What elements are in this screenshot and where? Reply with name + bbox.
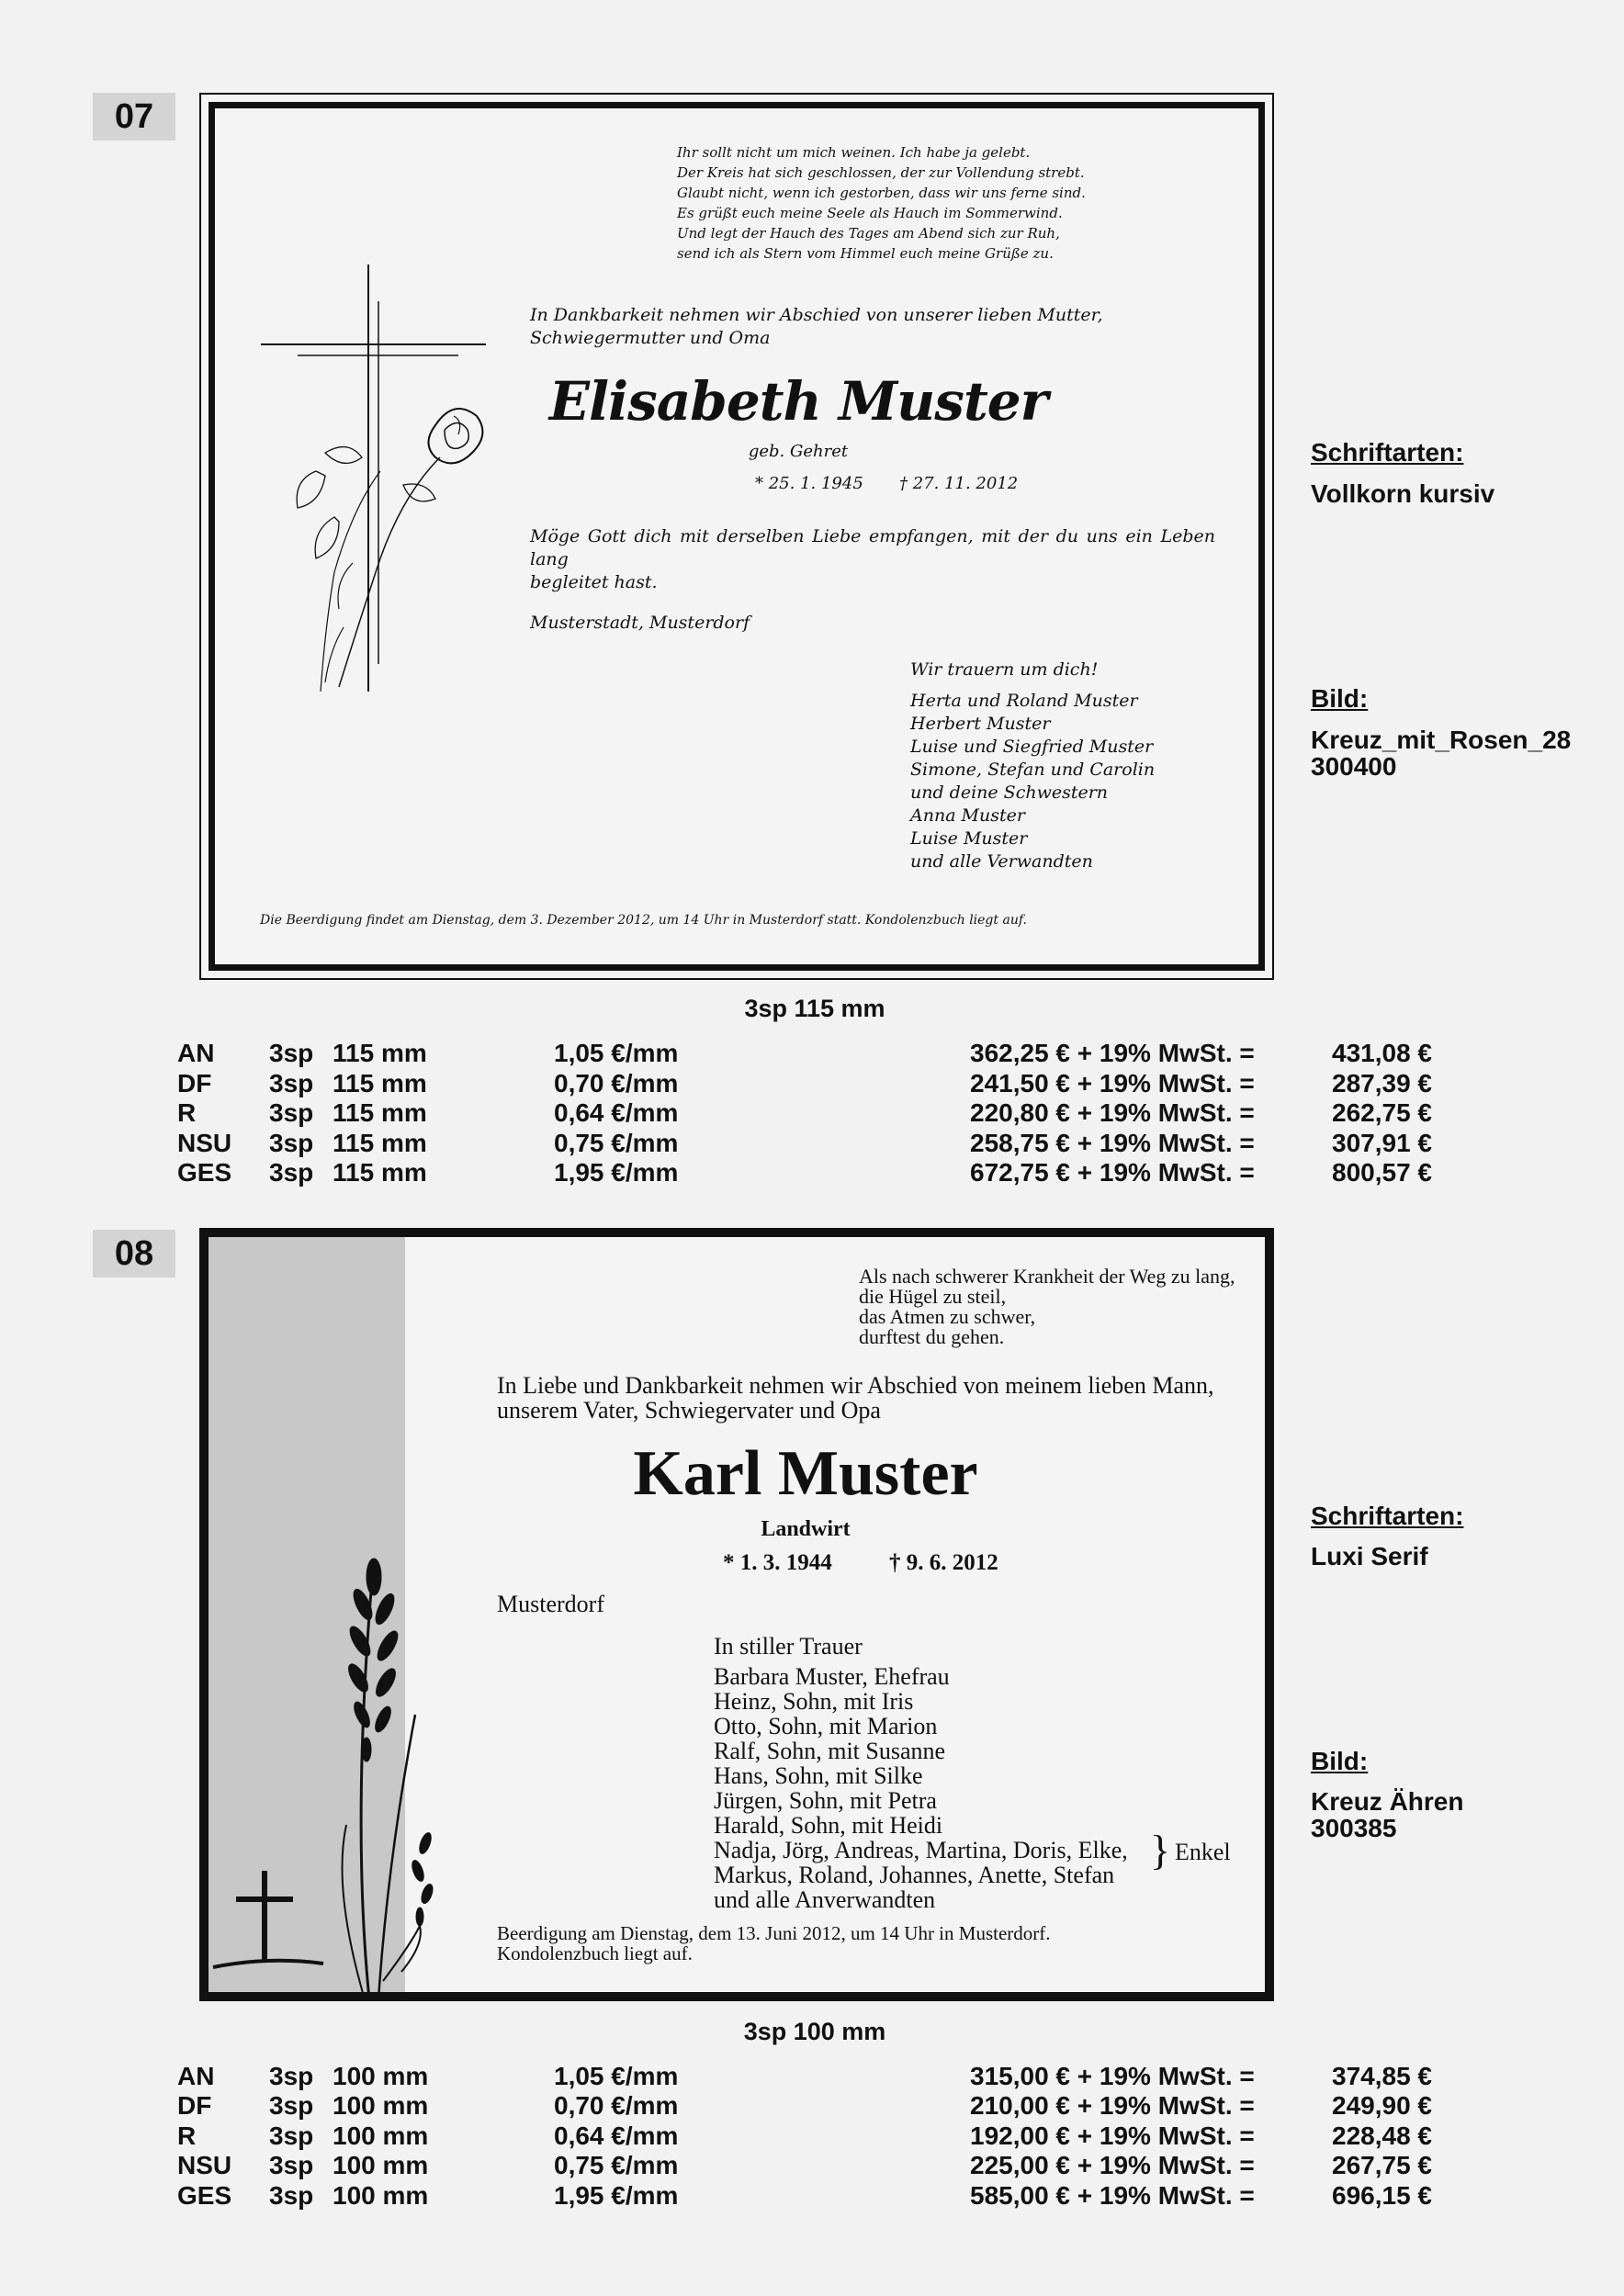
intro-line: unserem Vater, Schwiegervater und Opa: [497, 1397, 881, 1424]
rate: 0,70 €/mm: [554, 2091, 679, 2120]
columns: 3sp: [269, 1069, 314, 1097]
columns: 3sp: [269, 2062, 314, 2090]
ad-size-label: 3sp 115 mm: [744, 995, 885, 1022]
farewell-text: [530, 525, 1215, 594]
obituary-ad-08: [199, 1228, 1274, 2001]
columns: 3sp: [269, 1129, 314, 1157]
rate: 1,05 €/mm: [554, 1039, 679, 1067]
funeral-note: Die Beerdigung findet am Dienstag, dem 3. Dezember 2012, um 14 Uhr in Musterdorf statt. Kondolenzbuch liegt auf.: [260, 913, 1027, 928]
region-code: AN: [177, 2062, 215, 2090]
rate: 0,75 €/mm: [554, 2151, 679, 2179]
image-name: Kreuz Ähren: [1311, 1787, 1464, 1816]
columns: 3sp: [269, 2091, 314, 2120]
ad-size-label: 3sp 100 mm: [743, 2018, 886, 2045]
farewell-line: begleitet hast.: [530, 572, 658, 592]
gross-price: 696,15 €: [1332, 2181, 1432, 2210]
rate: 0,70 €/mm: [554, 1069, 679, 1097]
birth-name: geb. Gehret: [748, 442, 849, 461]
price-row: [0, 1039, 1624, 1068]
price-row: [0, 2122, 1624, 2151]
image-heading: Bild:: [1311, 684, 1369, 713]
columns: 3sp: [269, 2122, 314, 2150]
intro-text: [497, 1373, 1274, 1423]
fonts-value: Vollkorn kursiv: [1311, 479, 1495, 508]
obituary-ad-07: [199, 93, 1274, 980]
poem-line: die Hügel zu steil,: [859, 1285, 1007, 1308]
rate: 1,05 €/mm: [554, 2062, 679, 2090]
deceased-name: Elisabeth Muster: [548, 370, 1048, 433]
net-price: 241,50 € + 19% MwSt. =: [970, 1069, 1255, 1097]
net-price: 672,75 € + 19% MwSt. =: [970, 1158, 1255, 1187]
ad-number-08: 08: [93, 1230, 175, 1277]
columns: 3sp: [269, 2151, 314, 2179]
cross-with-grain-icon: [209, 1540, 447, 1999]
poem-line: Glaubt nicht, wenn ich gestorben, dass wir uns ferne sind.: [677, 185, 1086, 201]
mourner: Hans, Sohn, mit Silke: [714, 1762, 923, 1789]
height: 115 mm: [333, 1069, 427, 1097]
region-code: GES: [177, 1158, 232, 1187]
poem: [677, 142, 1155, 264]
mourner: Markus, Roland, Johannes, Anette, Stefan: [714, 1862, 1115, 1888]
mourner: Harald, Sohn, mit Heidi: [714, 1812, 943, 1839]
image-value: [1311, 1788, 1463, 1841]
height: 100 mm: [333, 2062, 429, 2090]
mourner: Nadja, Jörg, Andreas, Martina, Doris, Elke,: [714, 1837, 1128, 1863]
fonts-value: Luxi Serif: [1311, 1542, 1428, 1570]
funeral-note-line: Kondolenzbuch liegt auf.: [497, 1942, 693, 1964]
gross-price: 431,08 €: [1332, 1039, 1432, 1067]
region-code: AN: [177, 1039, 215, 1067]
image-value: [1311, 726, 1571, 780]
gross-price: 228,48 €: [1332, 2122, 1432, 2150]
grandchildren-label: Enkel: [1175, 1839, 1231, 1865]
net-price: 192,00 € + 19% MwSt. =: [970, 2122, 1255, 2150]
mourner: und deine Schwestern: [910, 782, 1109, 803]
gross-price: 287,39 €: [1332, 1069, 1432, 1097]
rate: 0,64 €/mm: [554, 2122, 679, 2150]
height: 115 mm: [333, 1158, 427, 1187]
intro-line: In Dankbarkeit nehmen wir Abschied von unserer lieben Mutter,: [530, 305, 1103, 325]
ad-number-07: 07: [93, 93, 175, 141]
region-code: NSU: [177, 1129, 232, 1157]
poem-line: das Atmen zu schwer,: [859, 1305, 1036, 1328]
height: 100 mm: [333, 2181, 429, 2210]
price-row: [0, 2151, 1624, 2180]
height: 115 mm: [333, 1039, 427, 1067]
gross-price: 249,90 €: [1332, 2091, 1432, 2120]
columns: 3sp: [269, 1158, 314, 1187]
intro-line: Schwiegermutter und Oma: [530, 328, 771, 348]
image-heading: Bild:: [1311, 1747, 1369, 1775]
columns: 3sp: [269, 1039, 314, 1067]
poem-line: Als nach schwerer Krankheit der Weg zu lang,: [859, 1265, 1235, 1288]
intro-line: In Liebe und Dankbarkeit nehmen wir Abschied von meinem lieben Mann,: [497, 1372, 1214, 1399]
intro-text: [530, 304, 1228, 350]
region-code: DF: [177, 2091, 212, 2120]
gross-price: 267,75 €: [1332, 2151, 1432, 2179]
poem-line: durftest du gehen.: [859, 1325, 1005, 1348]
mourner: und alle Anverwandten: [714, 1886, 936, 1913]
funeral-note-line: Beerdigung am Dienstag, dem 13. Juni 2012, um 14 Uhr in Musterdorf.: [497, 1922, 1051, 1944]
death-date: † 27. 11. 2012: [899, 474, 1019, 493]
farewell-line: Möge Gott dich mit derselben Liebe empfangen, mit der du uns ein Leben lang: [530, 526, 1215, 569]
poem-line: Und legt der Hauch des Tages am Abend sich zur Ruh,: [677, 225, 1060, 242]
region-code: DF: [177, 1069, 212, 1097]
height: 115 mm: [333, 1129, 427, 1157]
rate: 1,95 €/mm: [554, 2181, 679, 2210]
mourner: und alle Verwandten: [910, 851, 1093, 872]
rate: 0,64 €/mm: [554, 1098, 679, 1127]
mourner: Ralf, Sohn, mit Susanne: [714, 1738, 946, 1764]
mourner: Wir trauern um dich!: [910, 659, 1099, 680]
price-row: [0, 1098, 1624, 1128]
price-row: [0, 2062, 1624, 2091]
columns: 3sp: [269, 1098, 314, 1127]
region-code: R: [177, 1098, 197, 1127]
deceased-name: Karl Muster: [633, 1438, 978, 1509]
mourner: Luise Muster: [910, 828, 1028, 849]
region-code: NSU: [177, 2151, 232, 2179]
rate: 0,75 €/mm: [554, 1129, 679, 1157]
price-row: [0, 1129, 1624, 1158]
poem-line: Der Kreis hat sich geschlossen, der zur Vollendung strebt.: [677, 164, 1085, 181]
mourner: Luise und Siegfried Muster: [910, 737, 1154, 757]
mourner: Otto, Sohn, mit Marion: [714, 1713, 938, 1739]
mourner: Herta und Roland Muster: [910, 691, 1138, 711]
net-price: 362,25 € + 19% MwSt. =: [970, 1039, 1255, 1067]
birth-date: * 25. 1. 1945: [755, 474, 863, 493]
mourner: Anna Muster: [910, 805, 1025, 826]
fonts-heading: Schriftarten:: [1311, 438, 1464, 467]
net-price: 585,00 € + 19% MwSt. =: [970, 2181, 1255, 2210]
mourner: Barbara Muster, Ehefrau: [714, 1663, 950, 1690]
poem-line: Es grüßt euch meine Seele als Hauch im Sommerwind.: [677, 205, 1063, 221]
net-price: 225,00 € + 19% MwSt. =: [970, 2151, 1255, 2179]
gross-price: 374,85 €: [1332, 2062, 1432, 2090]
poem-line: Ihr sollt nicht um mich weinen. Ich habe ja gelebt.: [677, 144, 1031, 161]
funeral-note: [497, 1923, 1232, 1964]
mourners-list: [910, 658, 1241, 873]
net-price: 210,00 € + 19% MwSt. =: [970, 2091, 1255, 2120]
brace: }: [1150, 1827, 1171, 1874]
image-id: 300400: [1311, 752, 1397, 781]
height: 100 mm: [333, 2091, 429, 2120]
place: Musterdorf: [497, 1591, 604, 1617]
region-code: R: [177, 2122, 197, 2150]
mourner: Heinz, Sohn, mit Iris: [714, 1688, 914, 1715]
gross-price: 262,75 €: [1332, 1098, 1432, 1127]
mourner: Herbert Muster: [910, 714, 1051, 734]
gross-price: 800,57 €: [1332, 1158, 1432, 1187]
rate: 1,95 €/mm: [554, 1158, 679, 1187]
image-id: 300385: [1311, 1814, 1397, 1842]
poem: [859, 1266, 1254, 1347]
net-price: 315,00 € + 19% MwSt. =: [970, 2062, 1255, 2090]
columns: 3sp: [269, 2181, 314, 2210]
gross-price: 307,91 €: [1332, 1129, 1432, 1157]
net-price: 258,75 € + 19% MwSt. =: [970, 1129, 1255, 1157]
death-date: † 9. 6. 2012: [889, 1550, 998, 1575]
mourner: Jürgen, Sohn, mit Petra: [714, 1787, 937, 1814]
image-name: Kreuz_mit_Rosen_28: [1311, 726, 1572, 754]
height: 115 mm: [333, 1098, 427, 1127]
price-row: [0, 2181, 1624, 2211]
height: 100 mm: [333, 2122, 429, 2150]
price-row: [0, 1158, 1624, 1187]
price-row: [0, 2091, 1624, 2121]
poem-line: send ich als Stern vom Himmel euch meine Grüße zu.: [677, 245, 1054, 262]
cross-with-roses-icon: [261, 260, 500, 701]
place: Musterstadt, Musterdorf: [530, 613, 750, 633]
mourner: In stiller Trauer: [714, 1633, 863, 1660]
mourner: Simone, Stefan und Carolin: [910, 760, 1156, 780]
region-code: GES: [177, 2181, 232, 2210]
fonts-heading: Schriftarten:: [1311, 1502, 1464, 1530]
birth-date: * 1. 3. 1944: [723, 1550, 832, 1575]
net-price: 220,80 € + 19% MwSt. =: [970, 1098, 1255, 1127]
price-row: [0, 1069, 1624, 1098]
occupation: Landwirt: [761, 1517, 851, 1541]
height: 100 mm: [333, 2151, 429, 2179]
